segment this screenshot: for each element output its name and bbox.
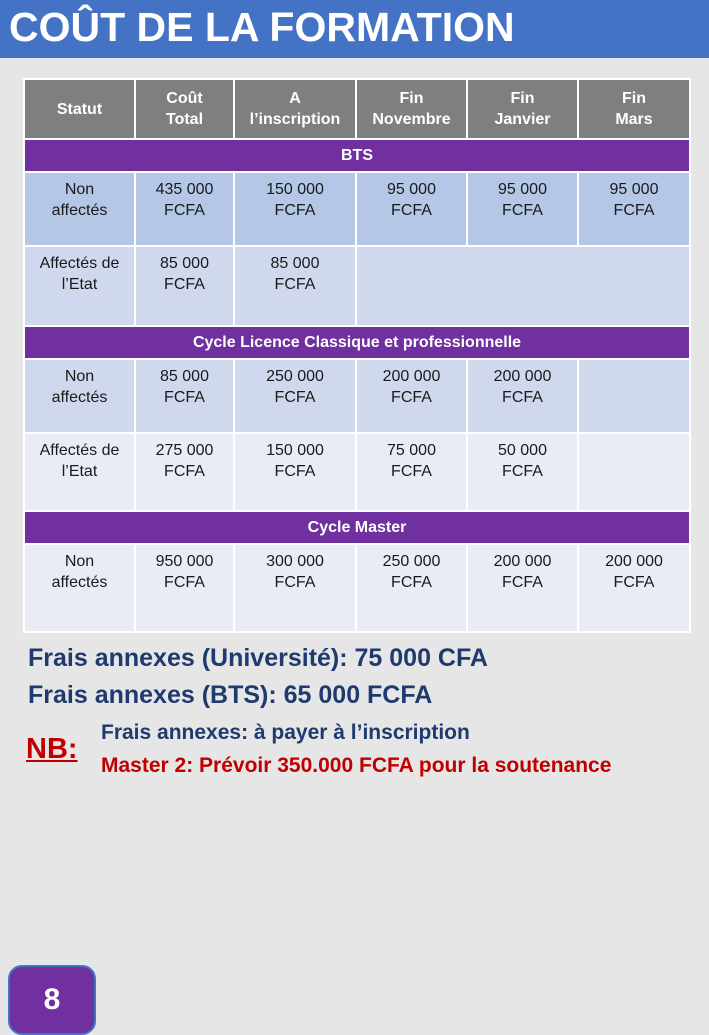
amount-cell — [578, 433, 690, 511]
amount-cell: 200 000 FCFA — [356, 359, 467, 433]
amount-cell: 50 000 FCFA — [467, 433, 578, 511]
section-row-licence — [24, 326, 690, 359]
section-row-bts — [24, 139, 690, 172]
amount-cell: 150 000 FCFA — [234, 433, 356, 511]
column-header-mars: Fin Mars — [578, 79, 690, 139]
column-header-status: Statut — [24, 79, 135, 139]
table-row — [24, 172, 690, 246]
amount-cell: 200 000 FCFA — [467, 359, 578, 433]
table-row — [24, 544, 690, 632]
cost-table — [23, 78, 691, 633]
status-cell: Non affectés — [24, 544, 135, 632]
amount-cell: 85 000 FCFA — [135, 246, 234, 326]
table-header-row — [24, 79, 690, 139]
section-row-master — [24, 511, 690, 544]
table-row — [24, 359, 690, 433]
column-header-inscription: A l’inscription — [234, 79, 356, 139]
table-row — [24, 246, 690, 326]
section-title: Cycle Licence Classique et professionnelle — [24, 326, 690, 359]
amount-cell: 85 000 FCFA — [135, 359, 234, 433]
status-cell: Non affectés — [24, 359, 135, 433]
amount-cell: 300 000 FCFA — [234, 544, 356, 632]
amount-cell: 275 000 FCFA — [135, 433, 234, 511]
annex-fees-university: Frais annexes (Université): 75 000 CFA — [28, 644, 488, 672]
note-master-defense: Master 2: Prévoir 350.000 FCFA pour la soutenance — [101, 754, 612, 777]
page-number-badge — [8, 965, 96, 1035]
nb-label: NB: — [26, 733, 78, 765]
annex-fees-bts: Frais annexes (BTS): 65 000 FCFA — [28, 681, 433, 709]
amount-cell: 200 000 FCFA — [578, 544, 690, 632]
amount-cell: 200 000 FCFA — [467, 544, 578, 632]
column-header-janvier: Fin Janvier — [467, 79, 578, 139]
page-title: COÛT DE LA FORMATION — [9, 4, 515, 50]
header-bar — [0, 0, 709, 58]
empty-merged-cell — [356, 246, 690, 326]
amount-cell — [578, 359, 690, 433]
amount-cell: 75 000 FCFA — [356, 433, 467, 511]
column-header-novembre: Fin Novembre — [356, 79, 467, 139]
amount-cell: 85 000 FCFA — [234, 246, 356, 326]
amount-cell: 150 000 FCFA — [234, 172, 356, 246]
amount-cell: 95 000 FCFA — [578, 172, 690, 246]
amount-cell: 435 000 FCFA — [135, 172, 234, 246]
amount-cell: 95 000 FCFA — [467, 172, 578, 246]
amount-cell: 250 000 FCFA — [356, 544, 467, 632]
column-header-total: Coût Total — [135, 79, 234, 139]
page-number: 8 — [43, 983, 61, 1016]
status-cell: Affectés de l’Etat — [24, 433, 135, 511]
amount-cell: 950 000 FCFA — [135, 544, 234, 632]
section-title: Cycle Master — [24, 511, 690, 544]
amount-cell: 250 000 FCFA — [234, 359, 356, 433]
amount-cell: 95 000 FCFA — [356, 172, 467, 246]
status-cell: Affectés de l’Etat — [24, 246, 135, 326]
section-title: BTS — [24, 139, 690, 172]
status-cell: Non affectés — [24, 172, 135, 246]
table-row — [24, 433, 690, 511]
note-annex-payment: Frais annexes: à payer à l’inscription — [101, 721, 470, 744]
